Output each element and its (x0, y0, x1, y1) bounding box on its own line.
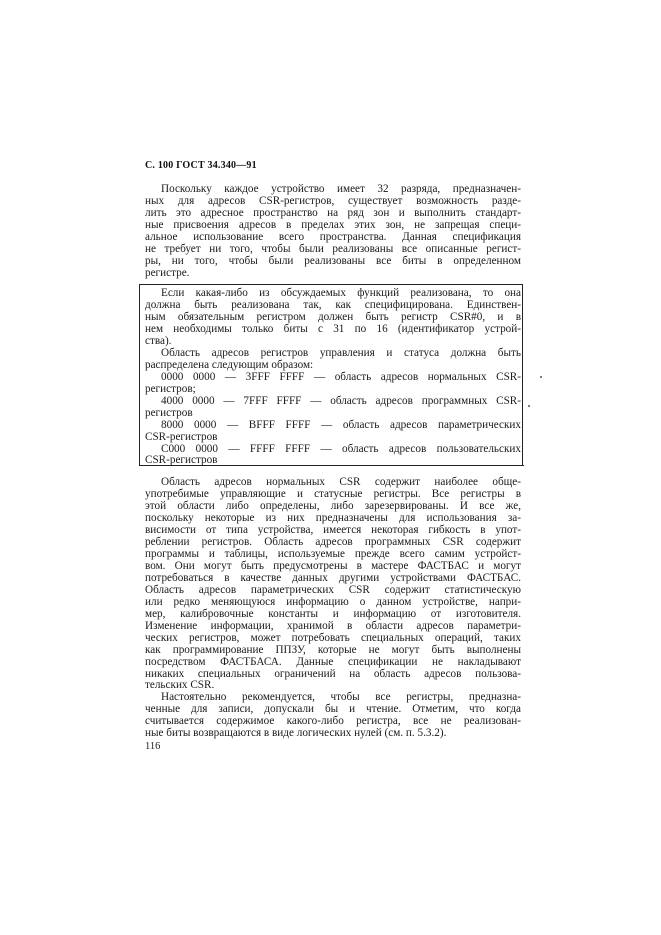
text-line: ческих регистров, может потребовать специальных операций, таких (145, 632, 521, 644)
text-line: потребоваться в качестве данных другими устройствами ФАСТБАС. (145, 572, 521, 584)
text-line: распределена следующим образом: (145, 359, 314, 371)
text-line: или редко меняющуюся информацию о данном устройстве, напри- (145, 596, 521, 608)
text-line: Изменение информации, хранимой в области адресов параметри- (145, 620, 521, 632)
text-line: никаких специальных ограничений на область адресов пользова- (145, 668, 521, 680)
address-range-line: CSR-регистров (145, 431, 218, 443)
text-line: Настоятельно рекомендуется, чтобы все регистры, предназна- (161, 691, 521, 703)
text-line: этой области либо определены, либо зарезервированы. И все же, (145, 500, 521, 512)
address-range-line: C000 0000 — FFFF FFFF — область адресов пользовательских (161, 443, 521, 455)
address-range-line: CSR-регистров (145, 454, 218, 466)
text-line: альное использование всего пространства. Данная спецификация (145, 231, 521, 243)
text-line: вом. Они могут быть предусмотрены в мастере ФАСТБАС и могут (145, 560, 521, 572)
text-line: лить это адресное пространство на ряд зон и выполнить стандарт- (145, 207, 521, 219)
text-line: ные биты возвращаются в виде логических нулей (см. п. 5.3.2). (145, 727, 447, 739)
text-line: посредством ФАСТБАСА. Данные спецификации не накладывают (145, 656, 521, 668)
text-line: Область адресов параметрических CSR содержит статистическую (145, 584, 521, 596)
address-range-line: 4000 0000 — 7FFF FFFF — область адресов программных CSR- (161, 395, 521, 407)
text-line: ченные для записи, допускали бы и чтение. Отметим, что когда (145, 703, 521, 715)
scan-speck (528, 405, 530, 407)
text-line: ных для адресов CSR-регистров, существует возможность разде- (145, 195, 521, 207)
address-range-line: 0000 0000 — 3FFF FFFF — область адресов нормальных CSR- (161, 371, 521, 383)
text-line: программы и таблицы, используемые прежде всего самим устройст- (145, 548, 521, 560)
text-line: Область адресов нормальных CSR содержит наиболее обще- (161, 476, 521, 488)
scan-speck (540, 376, 542, 378)
page-number: 116 (145, 741, 161, 752)
text-line: ства). (145, 335, 172, 347)
running-header: С. 100 ГОСТ 34.340—91 (145, 160, 257, 171)
text-line: ры, ни того, чтобы были реализованы все биты в определенном (145, 255, 521, 267)
text-line: Если какая-либо из обсуждаемых функций реализована, то она (161, 287, 521, 299)
text-line: считывается содержимое какого-либо регистра, все не реализован- (145, 715, 521, 727)
address-range-line: 8000 0000 — BFFF FFFF — область адресов параметрических (161, 419, 521, 431)
text-line: не требует ни того, чтобы были реализованы все описанные регист- (145, 243, 521, 255)
address-range-line: регистров (145, 407, 193, 419)
text-line: поскольку некоторые из них предназначены для использования за- (145, 512, 521, 524)
text-line: Область адресов регистров управления и статуса должна быть (161, 347, 521, 359)
text-line: должна быть реализована так, как специфицирована. Единствен- (145, 299, 521, 311)
text-line: употребимые управляющие и статусные регистры. Все регистры в (145, 488, 521, 500)
text-line: ные присвоения адресов в пределах этих зон, не запрещая специ- (145, 219, 521, 231)
text-line: реблении регистров. Область адресов программных CSR содержит (145, 536, 521, 548)
text-line: тельских CSR. (145, 679, 215, 691)
text-line: ным обязательным регистром должен быть регистр CSR#0, и в (145, 311, 521, 323)
text-line: нем необходимы только биты с 31 по 16 (идентификатор устрой- (145, 323, 521, 335)
text-line: висимости от типа устройства, имеется некоторая гибкость в упот- (145, 524, 521, 536)
text-line: как программирование ППЗУ, которые не могут быть выполнены (145, 644, 521, 656)
text-line: мер, калибровочные константы и информацию от изготовителя. (145, 608, 521, 620)
text-line: Поскольку каждое устройство имеет 32 разряда, предназначен- (161, 183, 521, 195)
address-range-line: регистров; (145, 383, 196, 395)
text-line: регистре. (145, 267, 190, 279)
